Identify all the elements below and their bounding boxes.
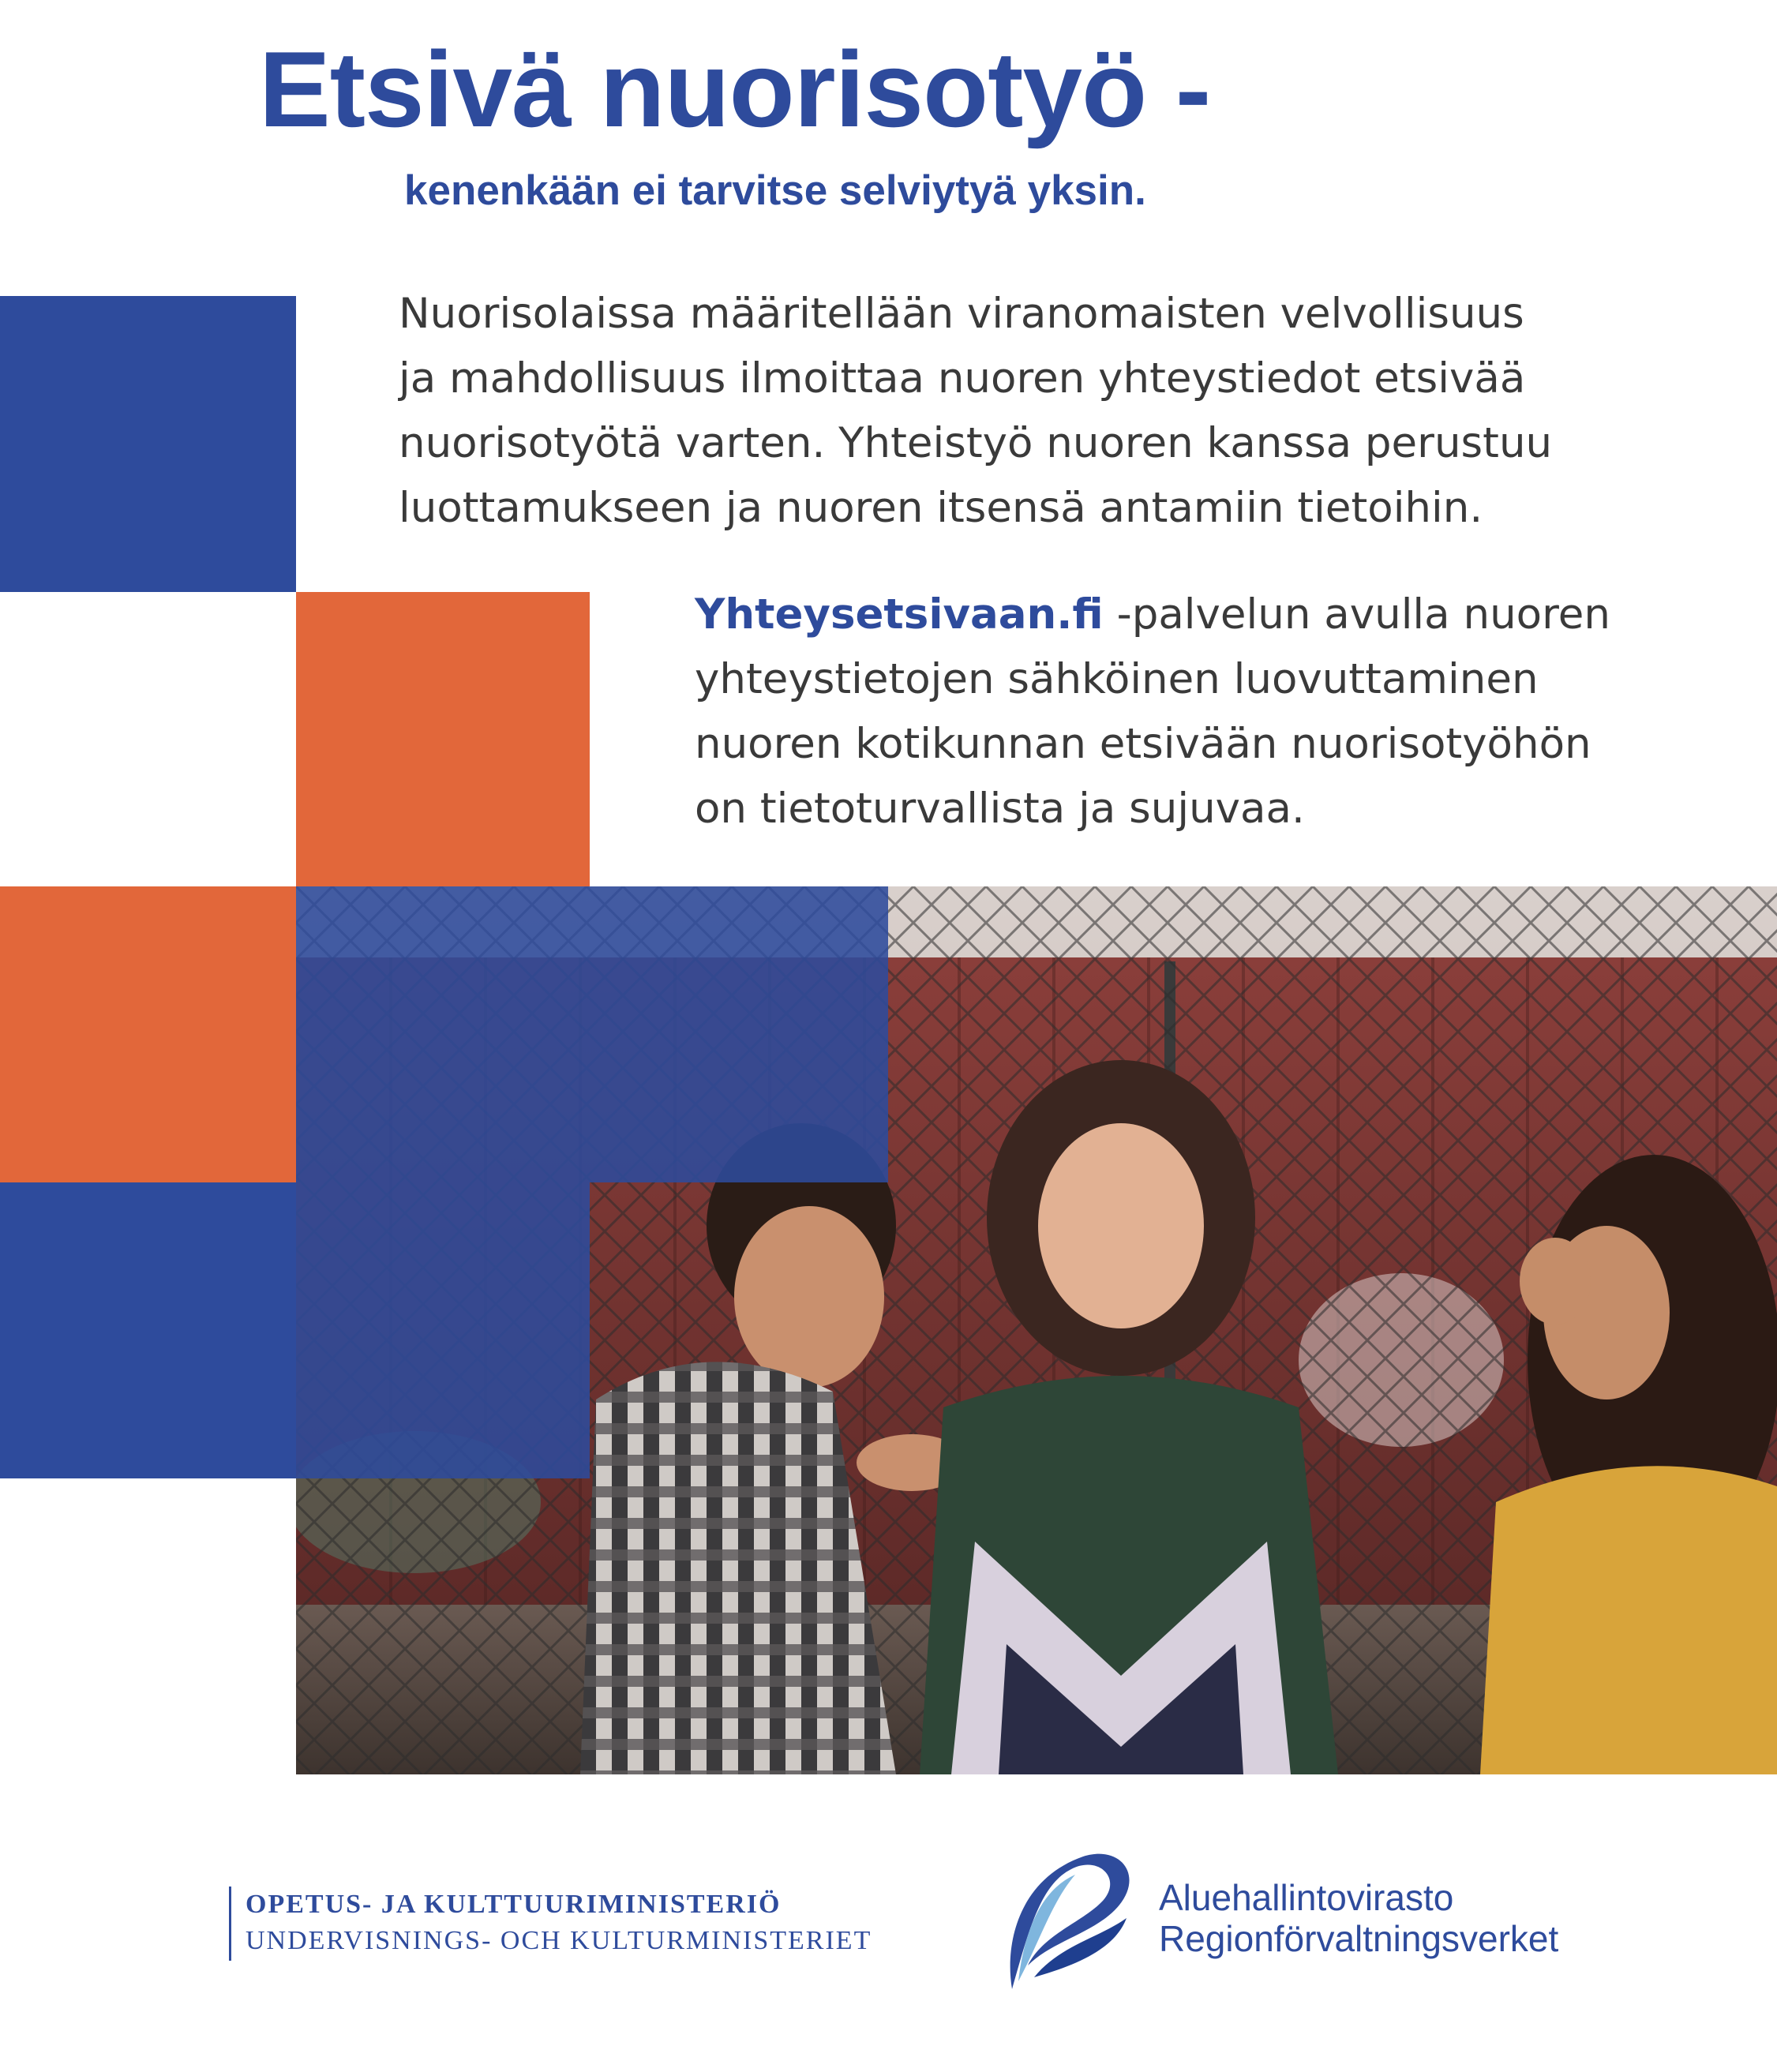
service-line: on tietoturvallista ja sujuvaa. bbox=[695, 785, 1305, 833]
photo-blue-overlay bbox=[296, 1182, 590, 1478]
okm-name-sv: UNDERVISNINGS- OCH KULTURMINISTERIET bbox=[246, 1926, 872, 1955]
page-subtitle: kenenkään ei tarvitse selviytyä yksin. bbox=[404, 167, 1146, 214]
service-line bbox=[695, 583, 1610, 647]
decorative-blue-block bbox=[0, 296, 296, 592]
avi-name-sv: Regionförvaltningsverket bbox=[1159, 1918, 1559, 1959]
decorative-blue-block bbox=[0, 1182, 296, 1478]
okm-name-fi: OPETUS- JA KULTTUURIMINISTERIÖ bbox=[246, 1890, 782, 1919]
decorative-orange-block bbox=[0, 886, 296, 1182]
service-line-text: -palvelun avulla nuoren bbox=[1103, 590, 1610, 639]
avi-logo-text bbox=[1159, 1877, 1558, 1959]
decorative-orange-block bbox=[296, 592, 590, 886]
service-line: nuoren kotikunnan etsivään nuorisotyöhön bbox=[695, 720, 1591, 768]
intro-line: nuorisotyötä varten. Yhteistyö nuoren kanssa perustuu bbox=[399, 419, 1553, 467]
intro-paragraph bbox=[399, 282, 1552, 541]
okm-logo bbox=[229, 1887, 872, 1961]
service-link[interactable]: Yhteysetsivaan.fi bbox=[695, 590, 1104, 639]
service-paragraph bbox=[695, 583, 1610, 841]
avi-name-fi: Aluehallintovirasto bbox=[1159, 1877, 1454, 1918]
intro-line: ja mahdollisuus ilmoittaa nuoren yhteystiedot etsivää bbox=[399, 354, 1526, 403]
avi-swirl-logo-icon bbox=[996, 1847, 1138, 1993]
intro-line: Nuorisolaissa määritellään viranomaisten velvollisuus bbox=[399, 290, 1524, 338]
photo-blue-overlay bbox=[296, 886, 888, 1182]
page-title: Etsivä nuorisotyö - bbox=[259, 29, 1211, 149]
intro-line: luottamukseen ja nuoren itsensä antamiin tietoihin. bbox=[399, 484, 1483, 532]
service-line: yhteystietojen sähköinen luovuttaminen bbox=[695, 655, 1539, 703]
